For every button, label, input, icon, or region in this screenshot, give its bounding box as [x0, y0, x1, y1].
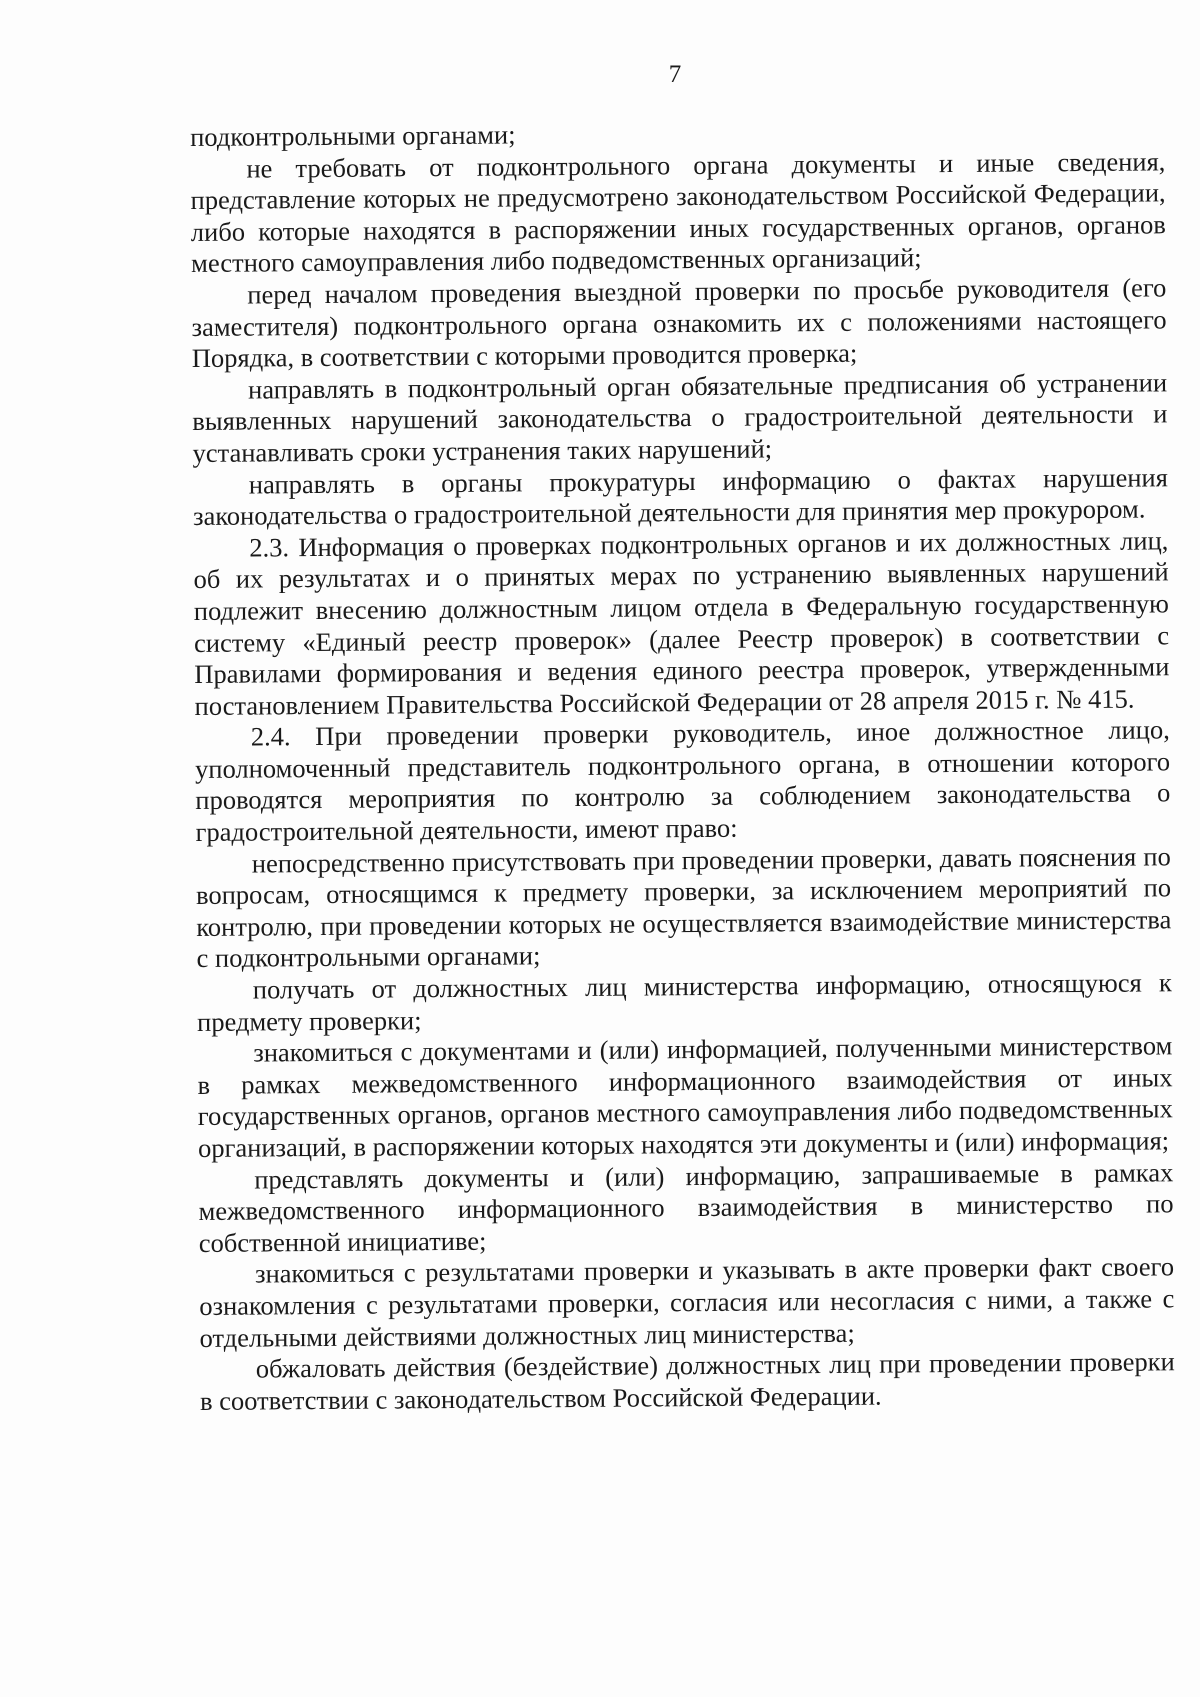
paragraph-submit-documents: представлять документы и (или) информацию, запрашиваемые в рамках межведомственного информационного взаимодействия в министерство по собственной инициативе; — [198, 1156, 1174, 1258]
paragraph-continuation: подконтрольными органами; — [190, 119, 516, 152]
paragraph-receive-information: получать от должностных лиц министерства информацию, относящуюся к предмету проверки; — [196, 967, 1172, 1037]
paragraph-2-3-registry: 2.3. Информация о проверках подконтрольных органов и их должностных лиц, об их результатах и о принятых мерах по устранению выявленных нарушений подлежит внесению должностным лицом отдела в Федеральную государственную систему «Единый реестр проверок» (далее Реестр проверок) в соответствии с Правилами формирования и ведения единого реестра проверок, утвержденными постановлением Правительства Российской Федерации от 28 апреля 2015 г. № 415. — [193, 525, 1170, 721]
paragraph-review-documents: знакомиться с документами и (или) информацией, полученными министерством в рамках межведомственного информационного взаимодействия от иных государственных органов, органов местного самоуправления либо подведомственных организаций, в распоряжении которых находятся эти документы и (или) информация; — [197, 1030, 1173, 1163]
paragraph-send-to-prosecutor: направлять в органы прокуратуры информацию о фактах нарушения законодательства о градостроительной деятельности для принятия мер прокурором. — [192, 461, 1168, 532]
paragraph-send-orders: направлять в подконтрольный орган обязательные предписания об устранении выявленных нарушений законодательства о градостроительной деятельности и устанавливать сроки устранения таких нарушений; — [192, 367, 1168, 468]
paragraph-review-results: знакомиться с результатами проверки и указывать в акте проверки факт своего ознакомления с результатами проверки, согласия или несогласия с ними, а также с отдельными действиями должностных лиц министерства; — [199, 1251, 1175, 1353]
paragraph-2-4-rights: 2.4. При проведении проверки руководитель, иное должностное лицо, уполномоченный представитель подконтрольного органа, в отношении которого проводятся мероприятия по контролю за соблюдением законодательства о градостроительной деятельности, имеют право: — [194, 714, 1171, 848]
paragraph-appeal-actions: обжаловать действия (бездействие) должностных лиц при проведении проверки в соответствии с законодательством Российской Федерации. — [199, 1346, 1175, 1416]
paragraph-attend-inspection: непосредственно присутствовать при проведении проверки, давать пояснения по вопросам, относящимся к предмету проверки, за исключением мероприятий по контролю, при проведении которых не осуществляется взаимодействие министерства с подконтрольными органами; — [195, 840, 1172, 974]
page-number: 7 — [668, 61, 682, 88]
paragraph-not-require-documents: не требовать от подконтрольного органа документы и иные сведения, представление которых не предусмотрено законодательством Российской Федерации, либо которые находятся в распоряжении иных государственных органов, органов местного самоуправления либо подведомственных организаций; — [190, 145, 1166, 279]
document-body — [190, 114, 1175, 1417]
paragraph-familiarize-before-inspection: перед началом проведения выездной проверки по просьбе руководителя (его заместителя) подконтрольного органа ознакомить их с положениями настоящего Порядка, в соответствии с которыми проводится проверка; — [191, 272, 1167, 374]
